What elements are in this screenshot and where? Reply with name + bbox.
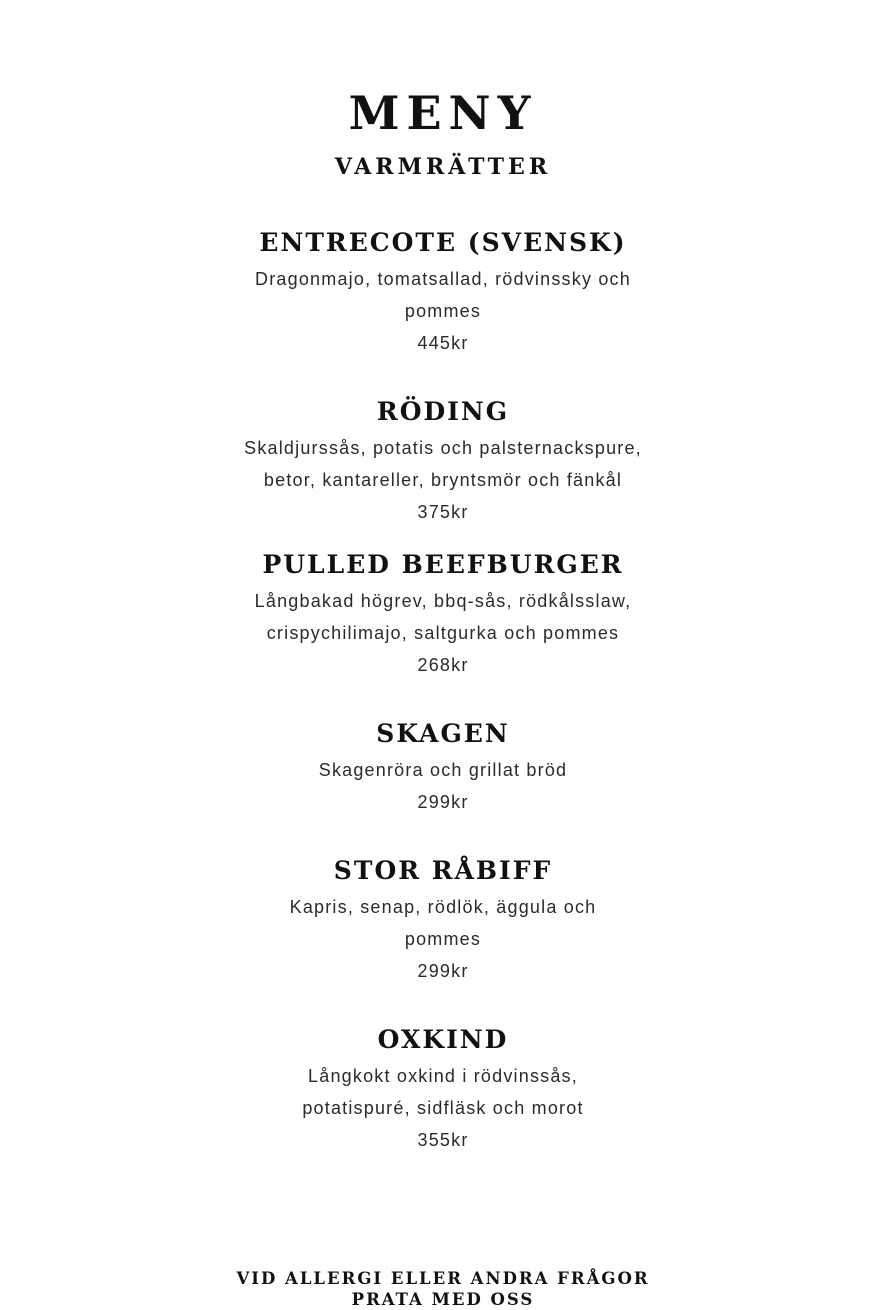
menu-item [133,550,753,681]
item-name: STOR RÅBIFF [333,856,553,885]
menu-item [133,856,753,987]
allergy-notice [133,1268,753,1310]
item-price: 445kr [417,333,469,353]
menu-page [133,0,753,1310]
allergy-notice-line: PRATA MED OSS [351,1290,535,1309]
menu-items-list [133,228,753,1156]
item-name: PULLED BEEFBURGER [262,550,624,579]
item-name: OXKIND [377,1025,509,1054]
item-description-line: betor, kantareller, bryntsmör och fänkål [263,470,623,490]
item-price: 268kr [417,655,469,675]
item-price: 299kr [417,961,469,981]
allergy-notice-line: VID ALLERGI ELLER ANDRA FRÅGOR [236,1269,650,1288]
item-name: ENTRECOTE (SVENSK) [259,228,627,257]
item-name: SKAGEN [376,719,510,748]
item-description-line: Långbakad högrev, bbq-sås, rödkålsslaw, [254,591,632,611]
item-description-line: pommes [404,929,482,949]
menu-item [133,397,753,528]
item-description-line: Långkokt oxkind i rödvinssås, [308,1066,578,1086]
item-description-line: Dragonmajo, tomatsallad, rödvinssky och [255,269,631,289]
item-description-line: pommes [404,301,482,321]
menu-item [133,1025,753,1156]
item-description-line: Skaldjurssås, potatis och palsternackspure, [244,438,642,458]
item-description-line: Skagenröra och grillat bröd [318,760,568,780]
item-name: RÖDING [376,397,510,426]
menu-item [133,228,753,359]
item-description-line: Kapris, senap, rödlök, äggula och [289,897,597,917]
page-title: MENY [348,86,538,140]
menu-item [133,719,753,818]
item-price: 355kr [417,1130,469,1150]
item-description-line: crispychilimajo, saltgurka och pommes [266,623,620,643]
item-price: 299kr [417,792,469,812]
item-price: 375kr [417,502,469,522]
page-subtitle: VARMRÄTTER [334,154,552,180]
item-description-line: potatispuré, sidfläsk och morot [302,1098,584,1118]
